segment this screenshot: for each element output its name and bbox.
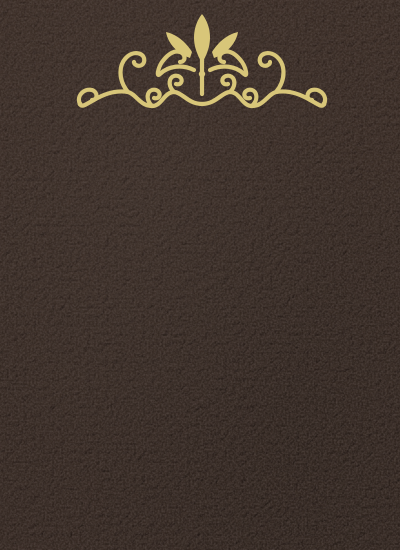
center-dot-icon xyxy=(199,71,205,77)
right-inner-curl-icon xyxy=(222,76,234,92)
left-lower-scroll-icon xyxy=(79,90,202,106)
gold-flourish-ornament xyxy=(70,8,334,124)
center-fleur-icon xyxy=(194,14,210,62)
left-end-dot-icon xyxy=(78,102,83,107)
right-end-dot-icon xyxy=(322,102,327,107)
left-inner-curl-icon xyxy=(170,76,182,92)
right-outer-curl-icon xyxy=(260,53,284,92)
right-lower-scroll-icon xyxy=(202,90,325,106)
left-outer-curl-icon xyxy=(121,53,145,92)
